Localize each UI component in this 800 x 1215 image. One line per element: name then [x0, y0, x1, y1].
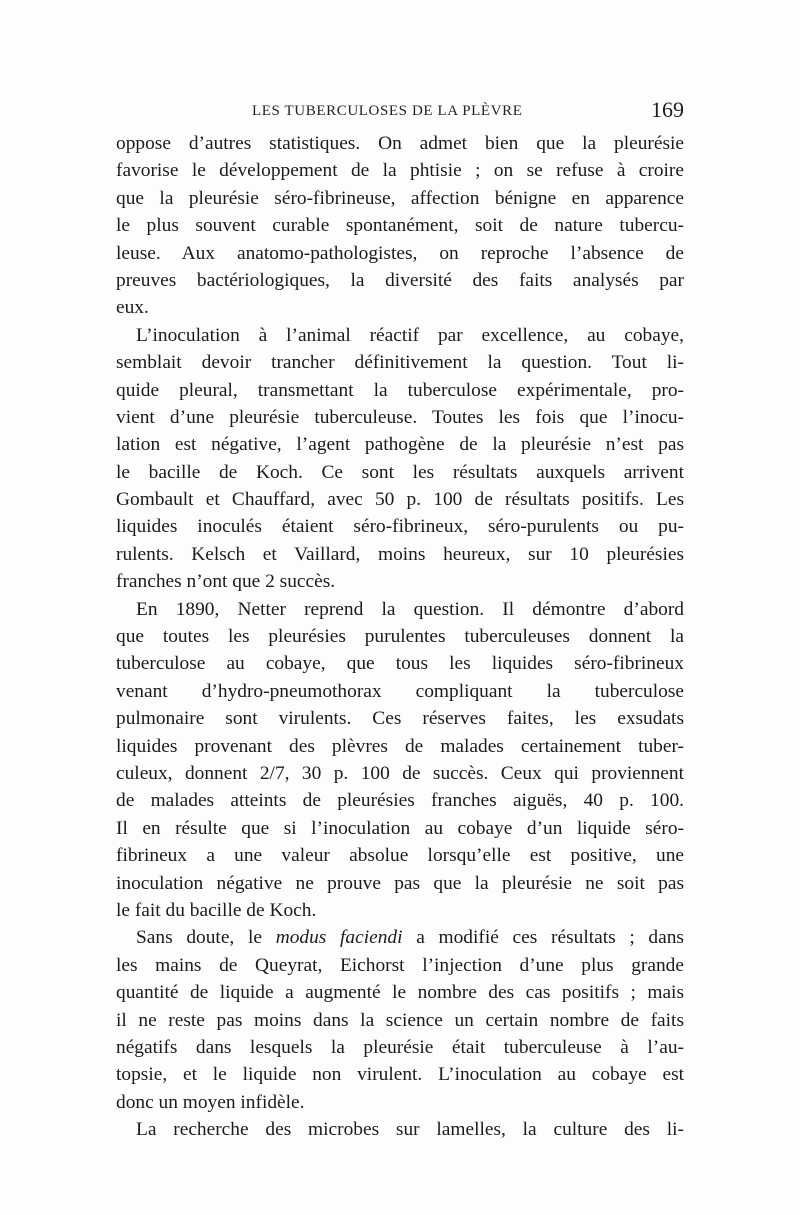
text-line: La recherche des microbes sur lamelles, la culture des li-: [136, 1119, 684, 1141]
text-segment: a modifié ces résultats ; dans: [402, 927, 684, 949]
text-line: tuberculose au cobaye, que tous les liquides séro-fibrineux: [116, 653, 684, 675]
text-line: topsie, et le liquide non virulent. L’inoculation au cobaye est: [116, 1064, 684, 1086]
text-line: que toutes les pleurésies purulentes tuberculeuses donnent la: [116, 626, 684, 648]
text-line: pulmonaire sont virulents. Ces réserves faites, les exsudats: [116, 708, 684, 730]
text-line: Gombault et Chauffard, avec 50 p. 100 de résultats positifs. Les: [116, 489, 684, 511]
text-line: le plus souvent curable spontanément, soit de nature tubercu-: [116, 215, 684, 237]
text-line: négatifs dans lesquels la pleurésie était tuberculeuse à l’au-: [116, 1036, 684, 1058]
text-line: le fait du bacille de Koch.: [116, 899, 317, 921]
page-number: 169: [651, 97, 684, 122]
text-line: semblait devoir trancher définitivement la question. Tout li-: [116, 352, 684, 374]
text-line: que la pleurésie séro-fibrineuse, affection bénigne en apparence: [116, 187, 684, 209]
text-line: vient d’une pleurésie tuberculeuse. Toutes les fois que l’inocu-: [116, 406, 684, 428]
text-line: liquides inoculés étaient séro-fibrineux, séro-purulents ou pu-: [116, 516, 684, 538]
italic-phrase: modus faciendi: [275, 927, 403, 949]
text-line: quantité de liquide a augmenté le nombre des cas positifs ; mais: [116, 982, 684, 1004]
text-line: L’inoculation à l’animal réactif par excellence, au cobaye,: [136, 324, 684, 346]
text-line: quide pleural, transmettant la tuberculose expérimentale, pro-: [116, 379, 684, 401]
text-line: culeux, donnent 2/7, 30 p. 100 de succès. Ceux qui proviennent: [116, 762, 684, 784]
text-line: fibrineux a une valeur absolue lorsqu’elle est positive, une: [116, 845, 684, 867]
text-line-with-italic: [116, 924, 684, 951]
text-line: preuves bactériologiques, la diversité des faits analysés par: [116, 269, 684, 291]
text-line: leuse. Aux anatomo-pathologistes, on reproche l’absence de: [116, 242, 684, 264]
text-line: favorise le développement de la phtisie ; on se refuse à croire: [116, 160, 684, 182]
text-line: de malades atteints de pleurésies franches aiguës, 40 p. 100.: [116, 790, 684, 812]
text-line: En 1890, Netter reprend la question. Il démontre d’abord: [136, 598, 684, 620]
text-line: liquides provenant des plèvres de malades certainement tuber-: [116, 735, 684, 757]
running-head: [116, 95, 684, 129]
text-line: venant d’hydro-pneumothorax compliquant la tuberculose: [116, 680, 684, 702]
text-segment: Sans doute, le: [136, 927, 276, 949]
text-line: oppose d’autres statistiques. On admet bien que la pleurésie: [116, 133, 684, 154]
text-line: lation est négative, l’agent pathogène de la pleurésie n’est pas: [116, 434, 684, 456]
text-line: il ne reste pas moins dans la science un certain nombre de faits: [116, 1009, 684, 1031]
body-text: [116, 130, 684, 1143]
text-line: Il en résulte que si l’inoculation au cobaye d’un liquide séro-: [116, 817, 684, 839]
text-line: donc un moyen infidèle.: [116, 1091, 305, 1113]
running-title: LES TUBERCULOSES DE LA PLÈVRE: [252, 103, 523, 119]
text-line: inoculation négative ne prouve pas que la pleurésie ne soit pas: [116, 872, 684, 894]
text-line: franches n’ont que 2 succès.: [116, 571, 336, 593]
text-line: les mains de Queyrat, Eichorst l’injection d’une plus grande: [116, 954, 684, 976]
text-line: rulents. Kelsch et Vaillard, moins heureux, sur 10 pleurésies: [116, 543, 684, 565]
text-line: eux.: [116, 297, 149, 319]
text-line: le bacille de Koch. Ce sont les résultats auxquels arrivent: [116, 461, 684, 483]
